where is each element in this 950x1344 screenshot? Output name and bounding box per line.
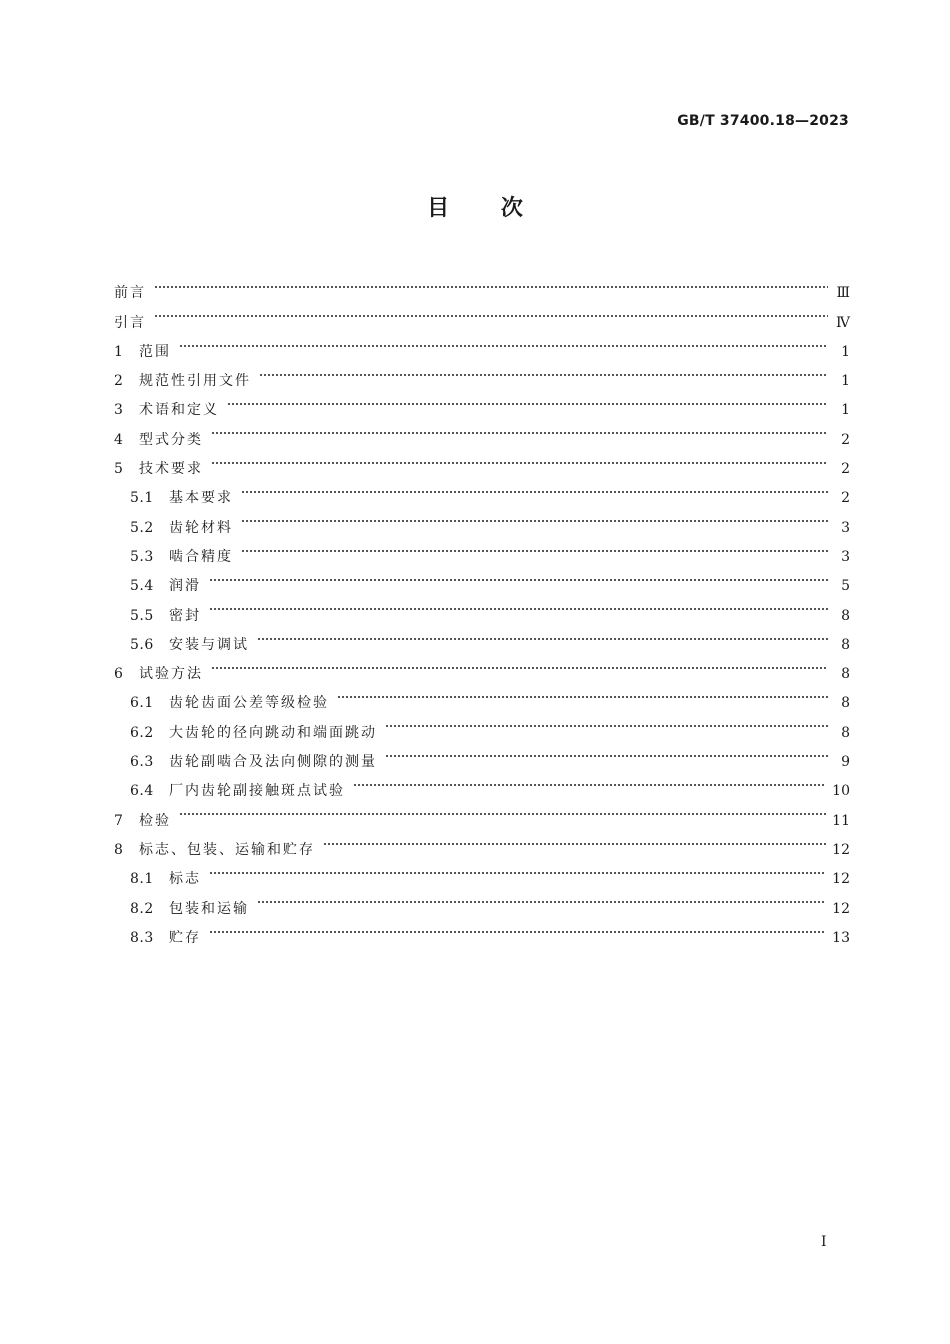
toc-entry-page: 1 [841,343,850,360]
toc-entry-page: 8 [841,695,850,712]
toc-entry-label: 规范性引用文件 [139,373,251,390]
toc-entry[interactable] [114,414,850,448]
toc-entry-label: 安装与调试 [169,636,249,653]
toc-entry-number: 6 [114,666,124,683]
toc-dot-leader [351,766,828,795]
toc-entry[interactable] [114,883,850,917]
toc-dot-leader [383,737,830,766]
toc-dot-leader [257,356,830,385]
toc-entry-number: 7 [114,812,124,829]
toc-dot-leader [225,385,830,414]
toc-entry[interactable] [114,913,850,946]
toc-entry-label: 标志 [169,871,201,888]
toc-entry-page: 3 [841,519,850,536]
toc-dot-leader [207,913,828,942]
toc-dot-leader [209,444,830,473]
toc-entry-label: 前言 [114,285,146,302]
toc-entry-page: 8 [841,666,850,683]
toc-dot-leader [207,561,830,590]
toc-entry-number: 8.2 [130,900,154,917]
toc-dot-leader [255,620,830,649]
toc-entry[interactable] [114,854,850,888]
toc-entry[interactable] [114,385,850,419]
toc-entry-page: 2 [841,431,850,448]
toc-entry-label: 齿轮材料 [169,519,233,536]
toc-entry[interactable] [114,268,850,302]
toc-entry-label: 贮存 [169,929,201,946]
toc-entry-page: 12 [832,900,850,917]
toc-entry-number: 6.2 [130,724,154,741]
toc-entry-number: 5.1 [130,490,154,507]
toc-entry-label: 引言 [114,314,146,331]
toc-entry-label: 密封 [169,607,201,624]
toc-entry[interactable] [114,825,850,858]
toc-entry[interactable] [114,590,850,624]
toc-entry-label: 术语和定义 [139,402,219,419]
toc-entry-page: 9 [841,754,850,771]
toc-dot-leader [239,473,830,502]
toc-entry-page: 12 [832,871,850,888]
toc-entry-label: 厂内齿轮副接触斑点试验 [169,783,345,800]
toc-dot-leader [335,678,830,707]
table-of-contents [114,268,850,946]
toc-entry-label: 啮合精度 [169,548,233,565]
toc-entry[interactable] [114,678,850,712]
toc-entry-page: 11 [832,812,850,829]
toc-entry[interactable] [114,444,850,478]
toc-entry-label: 试验方法 [139,666,203,683]
toc-entry-number: 8 [114,841,124,858]
toc-entry-number: 2 [114,373,124,390]
toc-entry-number: 6.1 [130,695,154,712]
toc-entry-page: 2 [841,461,850,478]
toc-entry-number: 4 [114,431,124,448]
toc-entry-label: 齿轮齿面公差等级检验 [169,695,329,712]
toc-entry-page: 10 [832,783,850,800]
toc-dot-leader [209,414,830,443]
toc-entry-page: 8 [841,636,850,653]
toc-entry-label: 润滑 [169,578,201,595]
toc-entry-page: 13 [832,929,850,946]
toc-entry-number: 1 [114,343,124,360]
toc-entry-number: 5.3 [130,548,154,565]
toc-dot-leader [152,268,830,297]
toc-entry-page: 8 [841,607,850,624]
toc-entry-number: 8.3 [130,929,154,946]
toc-entry-label: 技术要求 [139,461,203,478]
toc-entry-label: 标志、包装、运输和贮存 [139,841,315,858]
toc-entry-label: 基本要求 [169,490,233,507]
toc-dot-leader [177,795,828,824]
toc-entry-label: 范围 [139,343,171,360]
toc-dot-leader [383,707,830,736]
toc-dot-leader [239,502,830,531]
toc-entry-number: 6.4 [130,783,154,800]
toc-entry-page: Ⅲ [836,285,850,302]
toc-dot-leader [207,590,830,619]
toc-entry-number: 5.6 [130,636,154,653]
toc-dot-leader [321,825,828,854]
toc-dot-leader [177,327,830,356]
toc-entry-page: 1 [841,402,850,419]
toc-dot-leader [152,297,830,326]
toc-entry[interactable] [114,561,850,595]
toc-entry-page: 8 [841,724,850,741]
toc-entry[interactable] [114,649,850,683]
toc-entry-number: 6.3 [130,754,154,771]
toc-dot-leader [255,883,828,912]
toc-dot-leader [207,854,828,883]
toc-entry-number: 5.4 [130,578,154,595]
toc-entry-page: Ⅳ [836,314,850,331]
standard-number: GB/T 37400.18—2023 [677,113,849,129]
toc-entry-number: 5 [114,461,124,478]
toc-entry-page: 5 [841,578,850,595]
page-number: Ⅰ [821,1234,827,1250]
toc-dot-leader [209,649,830,678]
toc-entry[interactable] [114,297,850,331]
toc-entry-label: 大齿轮的径向跳动和端面跳动 [169,724,377,741]
toc-entry[interactable] [114,620,850,653]
page-title: 目 次 [427,196,523,221]
toc-entry-label: 包装和运输 [169,900,249,917]
toc-entry-page: 3 [841,548,850,565]
toc-entry[interactable] [114,327,850,360]
toc-entry-number: 5.2 [130,519,154,536]
toc-entry-page: 1 [841,373,850,390]
toc-entry-number: 5.5 [130,607,154,624]
toc-entry-label: 型式分类 [139,431,203,448]
toc-entry-page: 12 [832,841,850,858]
toc-entry[interactable] [114,473,850,507]
toc-entry-page: 2 [841,490,850,507]
toc-entry-label: 齿轮副啮合及法向侧隙的测量 [169,754,377,771]
toc-entry-number: 3 [114,402,124,419]
toc-entry[interactable] [114,356,850,390]
toc-entry[interactable] [114,795,850,829]
toc-entry-label: 检验 [139,812,171,829]
toc-entry-number: 8.1 [130,871,154,888]
toc-dot-leader [239,532,830,561]
